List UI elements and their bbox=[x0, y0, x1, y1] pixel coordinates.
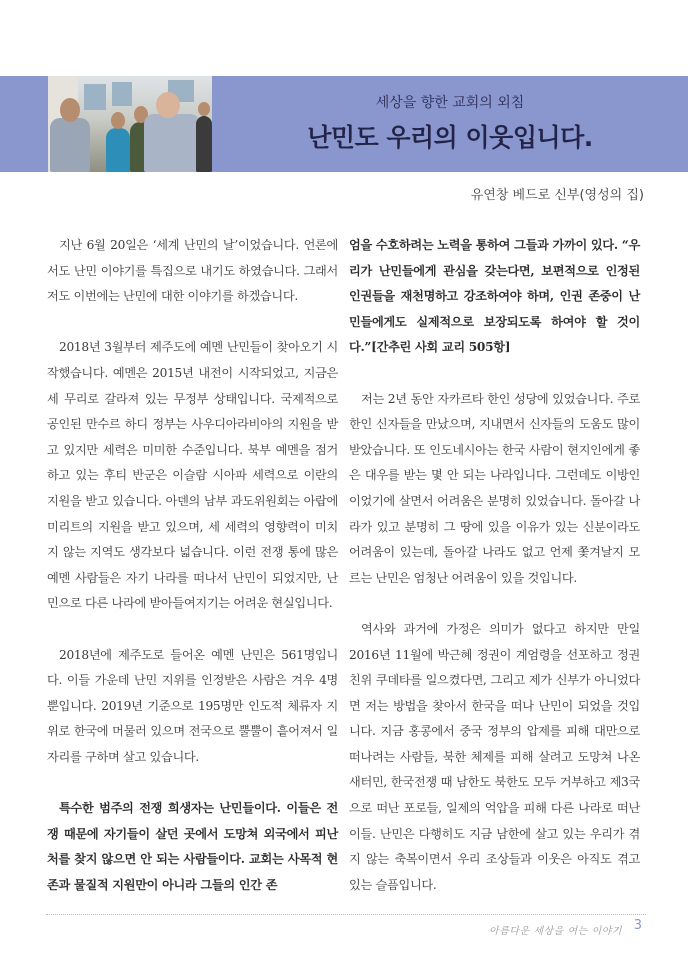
footer-publication: 아름다운 세상을 여는 이야기 bbox=[489, 926, 622, 937]
quoted-paragraph-continued: 엄을 수호하려는 노력을 통하여 그들과 가까이 있다. “우리가 난민들에게 관심을 갖는다면, 보편적으로 인정된 인권들을 재천명하고 강조하여야 하며, 인권 존중이 난민들에게도 실제적으로 보장되도록 하여야 할 것이다.”[간추린 사회 교리 505항] bbox=[349, 238, 640, 355]
right-column bbox=[349, 233, 640, 924]
page-number: 3 bbox=[633, 918, 642, 933]
header-text-block bbox=[212, 76, 688, 172]
paragraph: 2018년 3월부터 제주도에 예멘 난민들이 찾아오기 시작했습니다. 예멘은 2015년 내전이 시작되었고, 지금은 세 무리로 갈라져 있는 무정부 상태입니다. 국제적으로 공인된 만수르 하디 정부는 사우디아라비아의 지원을 받고 있지만 세력은 미미한 수준입니다. 북부 예멘을 점거하고 있는 후티 반군은 이슬람 시아파 세력으로 이란의 지원을 받고 있습니다. 아덴의 남부 과도위원회는 아랍에미리트의 지원을 받고 있으며, 세 세력의 영향력이 미치지 않는 지역도 생각보다 넓습니다. 이런 전쟁 통에 많은 예멘 사람들은 자기 나라를 떠나서 난민이 되었지만, 난민으로 다른 나라에 받아들여지기는 어려운 현실입니다. bbox=[47, 340, 338, 611]
left-column bbox=[47, 233, 338, 924]
author-byline: 유연창 베드로 신부(영성의 집) bbox=[470, 188, 644, 203]
photo-people-icon bbox=[48, 76, 212, 172]
paragraph: 지난 6월 20일은 ‘세계 난민의 날’이었습니다. 언론에서도 난민 이야기를 특집으로 내기도 하였습니다. 그래서 저도 이번에는 난민에 대한 이야기를 하겠습니다. bbox=[47, 238, 338, 304]
quoted-paragraph: 특수한 범주의 전쟁 희생자는 난민들이다. 이들은 전쟁 때문에 자기들이 살던 곳에서 도망쳐 외국에서 피난처를 찾지 않으면 안 되는 사람들이다. 교회는 사목적 현존과 물질적 지원만이 아니라 그들의 인간 존 bbox=[47, 801, 338, 892]
article-title: 난민도 우리의 이웃입니다. bbox=[307, 123, 593, 152]
section-subtitle: 세상을 향한 교회의 외침 bbox=[375, 95, 525, 111]
paragraph: 역사와 과거에 가정은 의미가 없다고 하지만 만일 2016년 11월에 박근혜 정권이 계엄령을 선포하고 정권 친위 쿠데타를 일으켰다면, 그리고 제가 신부가 아니었다면 저는 방법을 찾아서 한국을 떠나 난민이 되었을 것입니다. 지금 홍콩에서 중국 정부의 압제를 피해 대만으로 떠나려는 사람들, 북한 체제를 피해 살려고 도망쳐 나온 새터민, 한국전쟁 때 남한도 북한도 모두 거부하고 제3국으로 떠난 포로들, 일제의 억압을 피해 다른 나라로 떠난 이들. 난민은 다행히도 지금 남한에 살고 있는 우리가 겪지 않는 축복이면서 우리 조상들과 이웃은 아직도 겪고 있는 슬픔입니다. bbox=[349, 621, 640, 892]
paragraph: 저는 2년 동안 자카르타 한인 성당에 있었습니다. 주로 한인 신자들을 만났으며, 지내면서 신자들의 도움도 많이 받았습니다. 또 인도네시아는 한국 사람이 현지인에게 좋은 대우를 받는 몇 안 되는 나라입니다. 그런데도 이방인이었기에 살면서 어려움은 분명히 있었습니다. 돌아갈 나라가 있고 분명히 그 땅에 있을 이유가 있는 신분이라도 어려움이 있는데, 돌아갈 나라도 없고 언제 쫓겨날지 모르는 난민은 엄청난 어려움이 있을 것입니다. bbox=[349, 391, 640, 585]
footer-divider bbox=[46, 914, 646, 915]
paragraph: 2018년에 제주도로 들어온 예멘 난민은 561명입니다. 이들 가운데 난민 지위를 인정받은 사람은 겨우 4명뿐입니다. 2019년 기준으로 195명만 인도적 체류자 지위로 한국에 머물러 있으며 전국으로 뿔뿔이 흩어져서 일자리를 구하며 살고 있습니다. bbox=[47, 647, 338, 764]
